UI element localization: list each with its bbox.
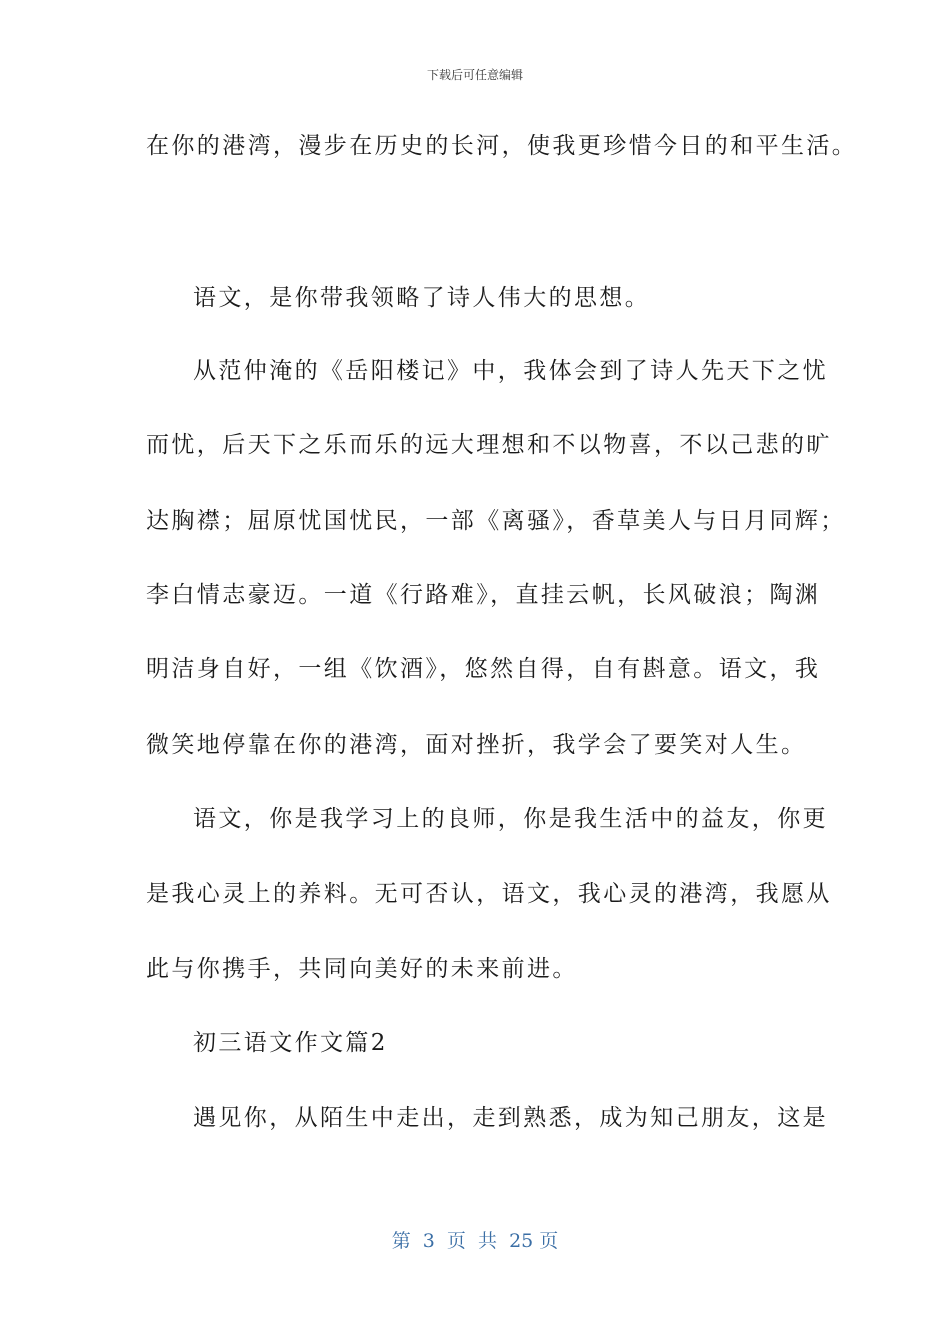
text-line: 语文，是你带我领略了诗人伟大的思想。 [193,285,651,311]
download-note: 下载后可任意编辑 [426,68,523,82]
text-line: 是我心灵上的养料。无可否认，语文，我心灵的港湾，我愿从 [146,881,832,907]
text-line: 而忧，后天下之乐而乐的远大理想和不以物喜，不以己悲的旷 [146,432,832,458]
section-heading: 初三语文作文篇2 [193,1030,388,1056]
text-line: 从范仲淹的《岳阳楼记》中，我体会到了诗人先天下之忧 [193,358,828,384]
text-line: 达胸襟；屈原忧国忧民，一部《离骚》，香草美人与日月同辉； [146,508,846,534]
text-line: 明洁身自好，一组《饮酒》，悠然自得，自有斟意。语文，我 [146,656,821,682]
page-number: 第 3 页 共 25 页 [391,1230,559,1252]
text-line: 微笑地停靠在你的港湾，面对挫折，我学会了要笑对人生。 [146,732,807,758]
text-line: 遇见你，从陌生中走出，走到熟悉，成为知己朋友，这是 [193,1105,828,1131]
text-line: 语文，你是我学习上的良师，你是我生活中的益友，你更 [193,806,828,832]
text-line: 李白情志豪迈。一道《行路难》，直挂云帆，长风破浪；陶渊 [146,582,821,608]
text-line: 在你的港湾，漫步在历史的长河，使我更珍惜今日的和平生活。 [146,133,858,159]
text-line: 此与你携手，共同向美好的未来前进。 [146,956,578,982]
